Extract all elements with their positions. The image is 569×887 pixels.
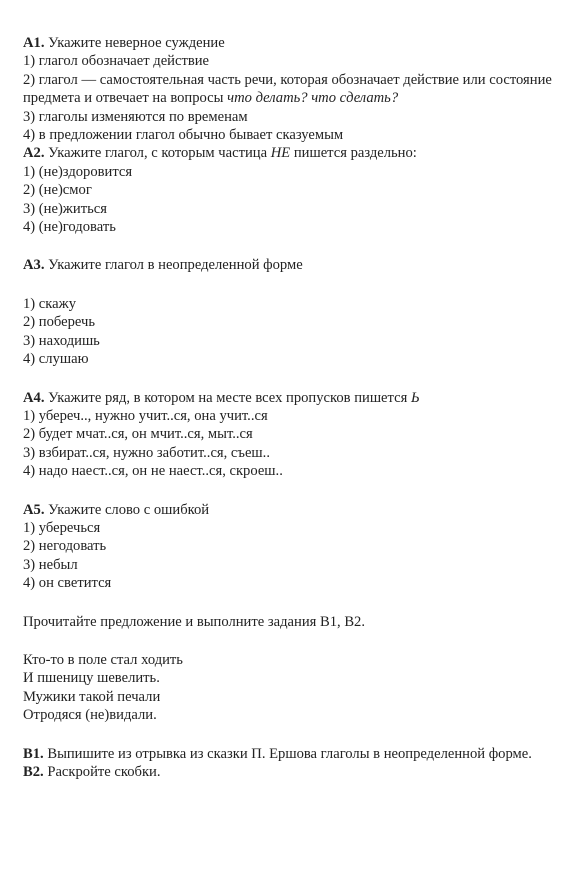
answer-option: 2) (не)смог [23,182,92,199]
answer-option: 4) надо наест..ся, он не наест..ся, скроеш.. [23,463,283,480]
question-a1-heading [23,34,558,52]
answer-option: 1) уберечься [23,519,101,536]
answer-option-italic: что делать? что сделать? [227,90,399,107]
answer-option-text: 2) глагол — самостоятельная часть речи, которая обозначает действие или состояние предмета и отвечает на вопросы [23,71,552,107]
question-a3-heading [23,256,558,274]
answer-option: 4) он светится [23,575,112,592]
question-prompt: Укажите слово с ошибкой [44,501,210,518]
question-b2 [23,763,558,781]
answer-option: 3) (не)житься [23,200,107,217]
question-number: В2. [23,764,44,780]
poem-line: Отродяся (не)видали. [23,707,157,724]
question-number: А2. [23,145,45,162]
question-a2-heading [23,144,558,162]
answer-option: 3) взбират..ся, нужно заботит..ся, съеш.. [23,444,270,461]
poem-line: И пшеницу шевелить. [23,670,160,687]
answer-option: 3) глаголы изменяются по временам [23,108,248,125]
answer-option: 1) скажу [23,295,77,312]
question-prompt-italic: НЕ [270,145,291,162]
question-b1 [23,745,558,763]
question-prompt-tail: пишется раздельно: [290,145,417,162]
answer-option: 1) (не)здоровится [23,163,133,180]
question-a5-heading [23,501,558,519]
question-prompt: Укажите неверное суждение [44,35,225,51]
question-a4-heading [23,389,558,407]
question-prompt: Выпишите из отрывка из сказки П. Ершова глаголы в неопределенной форме. [43,745,532,762]
question-prompt: Раскройте скобки. [43,764,161,780]
poem-line: Мужики такой печали [23,688,161,705]
poem-line: Кто-то в поле стал ходить [23,651,183,668]
worksheet [23,34,558,781]
answer-option: 2) поберечь [23,314,96,331]
answer-option: 3) небыл [23,556,78,573]
question-number: А3. [23,257,45,274]
question-prompt-italic: Ь [410,389,420,406]
instruction-text: Прочитайте предложение и выполните задания В1, В2. [23,613,366,630]
question-number: А1. [23,35,45,51]
question-prompt: Укажите глагол в неопределенной форме [44,257,303,274]
answer-option: 4) (не)годовать [23,219,116,236]
question-number: А4. [23,389,45,406]
answer-option: 1) глагол обозначает действие [23,53,210,70]
poem-excerpt [23,651,558,725]
answer-option: 4) в предложении глагол обычно бывает сказуемым [23,127,344,144]
answer-option [23,71,558,108]
answer-option: 3) находишь [23,332,100,349]
answer-option: 1) убереч.., нужно учит..ся, она учит..ся [23,407,268,424]
question-number: В1. [23,745,44,762]
answer-option: 4) слушаю [23,351,89,368]
question-prompt: Укажите глагол, с которым частица [44,145,271,162]
answer-option: 2) будет мчат..ся, он мчит..ся, мыт..ся [23,426,253,443]
question-number: А5. [23,501,45,518]
question-prompt: Укажите ряд, в котором на месте всех пропусков пишется [44,389,411,406]
answer-option: 2) негодовать [23,538,107,555]
